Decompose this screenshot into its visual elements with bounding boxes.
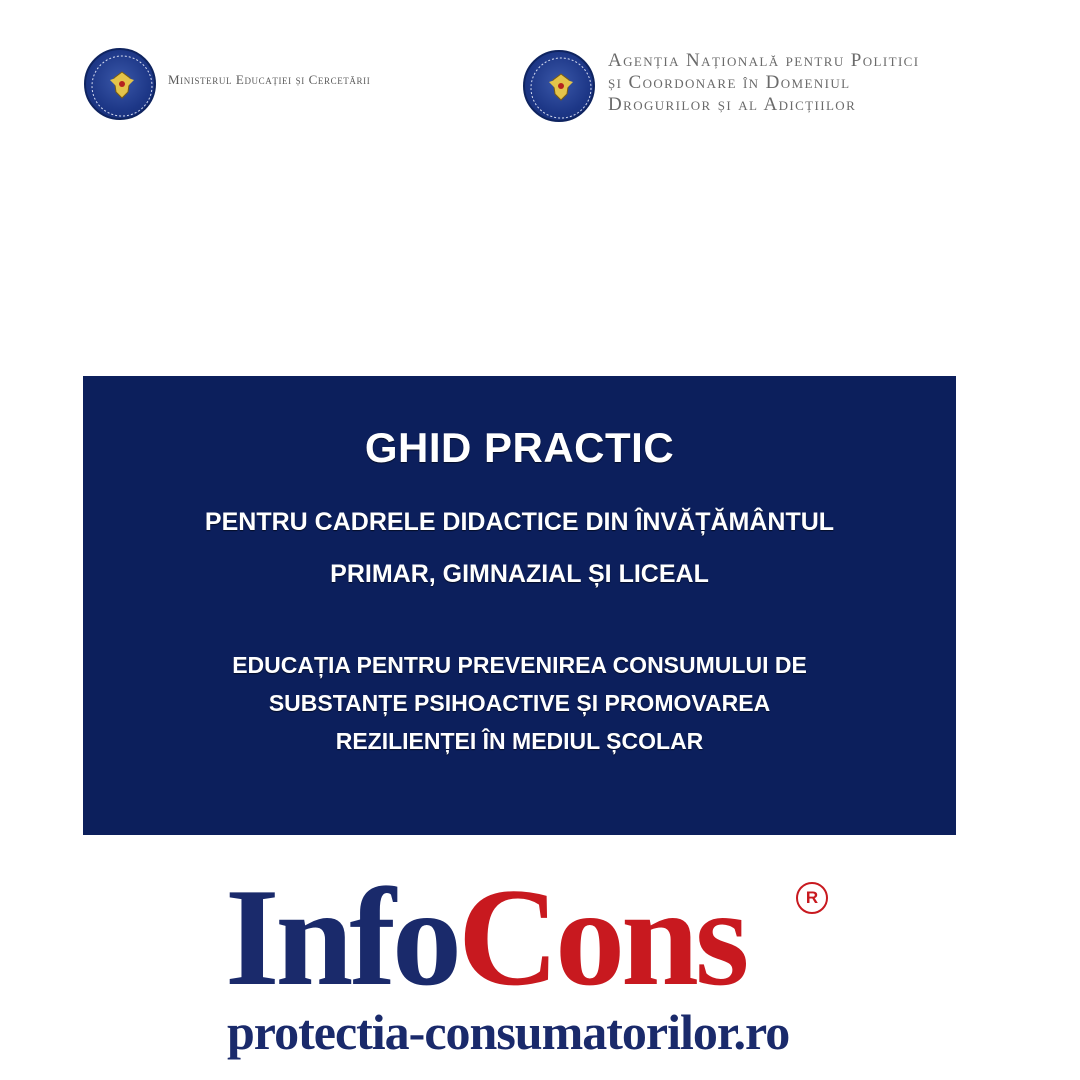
- agency-name-line: și Coordonare în Domeniul: [608, 72, 851, 93]
- brand-info-text: Info: [225, 860, 458, 1015]
- cover-topic-line: SUBSTANȚE PSIHOACTIVE ȘI PROMOVAREA: [268, 690, 771, 716]
- cover-box: [83, 376, 956, 835]
- cover-topic-line: EDUCAȚIA PENTRU PREVENIREA CONSUMULUI DE: [232, 652, 807, 678]
- agency-name: [608, 50, 919, 116]
- agency-name-line: Drogurilor și al Adicțiilor: [608, 94, 857, 115]
- infocons-logo: [225, 860, 746, 1015]
- cover-subtitle-line: PENTRU CADRELE DIDACTICE DIN ÎNVĂȚĂMÂNTUL: [204, 508, 835, 536]
- brand-cons-text: Cons: [457, 860, 746, 1015]
- ministry-name: Ministerul Educației și Cercetării: [168, 72, 371, 87]
- cover-subtitle: [83, 496, 956, 600]
- cover-topic-line: REZILIENȚEI ÎN MEDIUL ȘCOLAR: [335, 728, 704, 754]
- cover-subtitle-line: PRIMAR, GIMNAZIAL ȘI LICEAL: [330, 560, 709, 588]
- cover-topic: [83, 646, 956, 760]
- ministry-seal-icon: [84, 48, 156, 120]
- registered-mark-icon: R: [796, 882, 828, 914]
- cover-title: GHID PRACTIC: [364, 424, 675, 471]
- agency-name-line: Agenția Națională pentru Politici: [608, 50, 920, 71]
- watermark-domain: protectia-consumatorilor.ro: [227, 1004, 790, 1060]
- agency-seal-icon: [523, 50, 595, 122]
